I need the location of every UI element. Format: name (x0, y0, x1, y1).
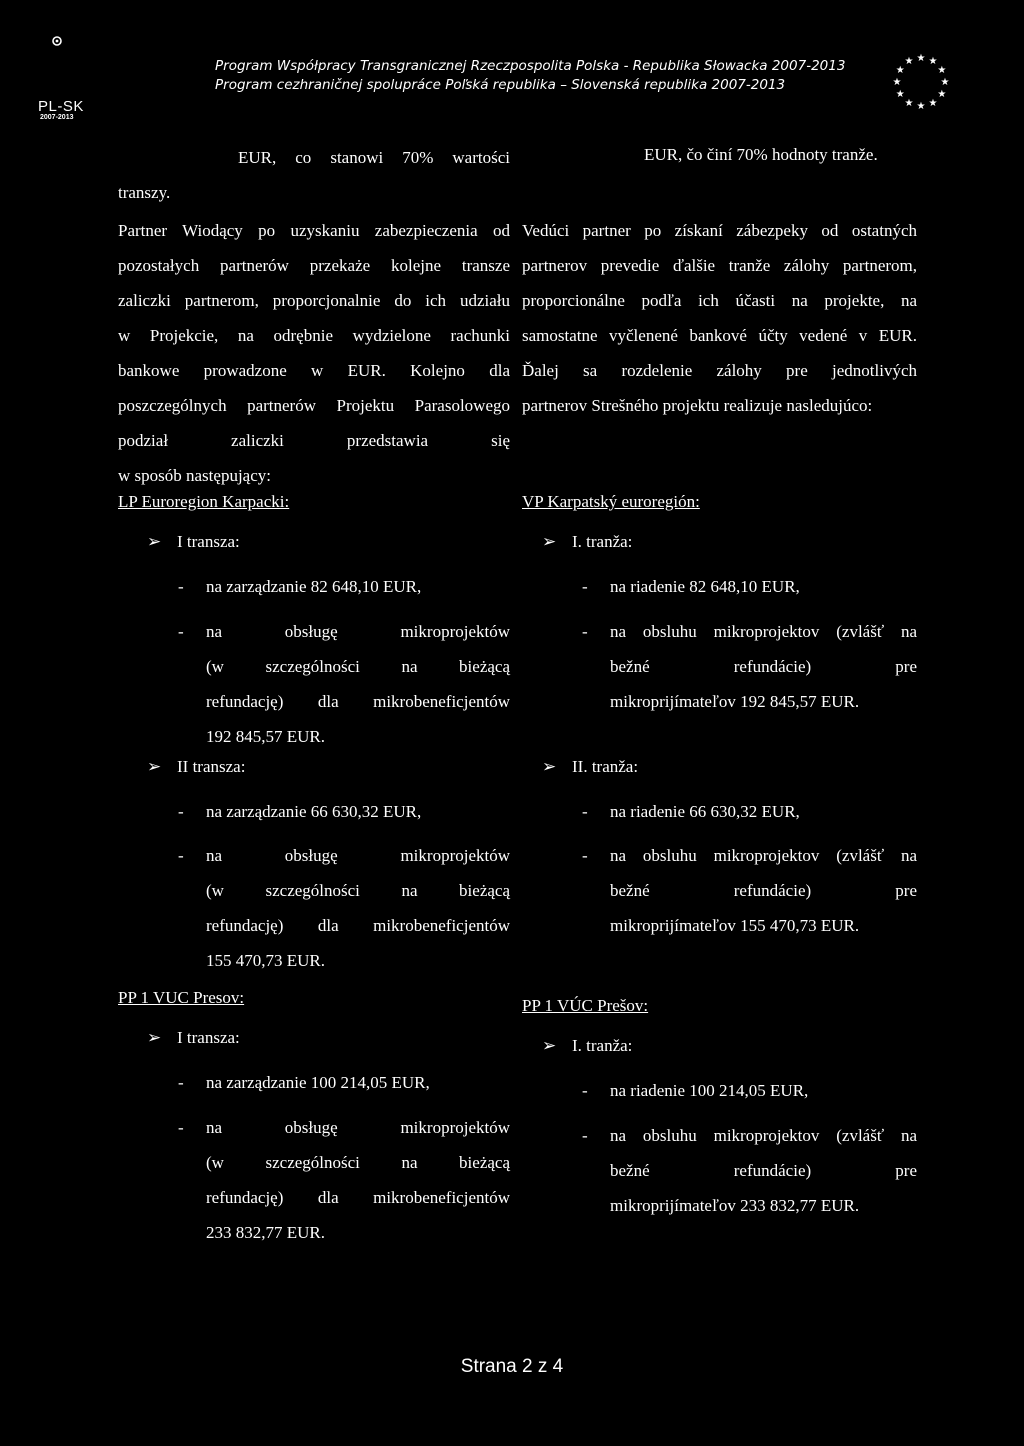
eu-star: ★ (928, 56, 938, 68)
header-title-pl: Program Współpracy Transgranicznej Rzeczpospolita Polska - Republika Słowacka 2007-2013 (215, 58, 846, 74)
right-para-line: proporcionálne podľa ich účasti na projekte, na (522, 291, 917, 310)
vp-t2-micro: - na obsluhu mikroprojektov (zvlášť na bežné refundácie) pre mikroprijímateľov 155 470,73 EUR. (582, 838, 917, 943)
eu-star: ★ (895, 89, 905, 100)
pp-t1-micro-line: na obsługę mikroprojektów (206, 1118, 510, 1137)
left-paragraph (118, 213, 510, 493)
vp-t2-mgmt-text: na riadenie 66 630,32 EUR, (610, 802, 800, 821)
lp-t2-micro-amount: 155 470,73 EUR. (206, 951, 325, 970)
vp-t1-micro-line: bežné refundácie) pre (610, 657, 917, 676)
logo-years: 2007-2013 (40, 114, 74, 121)
right-para-line: Vedúci partner po získaní zábezpeky od ostatných (522, 221, 917, 240)
left-para-line: pozostałych partnerów przekaże kolejne transze (118, 256, 510, 275)
eu-star: ★ (937, 89, 947, 100)
pp-t1-mgmt: - na zarządzanie 100 214,05 EUR, (178, 1073, 430, 1092)
lp-t1-micro-line: na obsługę mikroprojektów (206, 622, 510, 641)
right-para-line: samostatne vyčlenené bankové účty vedené v EUR. (522, 326, 917, 345)
left-para-line: w sposób następujący: (118, 466, 271, 485)
eu-star: ★ (937, 65, 947, 76)
vp-tranche2-label: II. tranža: (572, 757, 639, 776)
pp-sk-tranche1-heading (542, 1036, 632, 1056)
lp-tranche2-label: II transza: (177, 757, 246, 776)
lp-t1-mgmt: - na zarządzanie 82 648,10 EUR, (178, 577, 422, 596)
arrow-bullet-icon: ➢ (542, 532, 557, 551)
lp-t2-micro-line: na obsługę mikroprojektów (206, 846, 510, 865)
arrow-bullet-icon: ➢ (147, 1028, 162, 1047)
program-logo-icon (52, 36, 62, 46)
lp-tranche1-heading (147, 532, 240, 552)
pp-sk-tranche1-label: I. tranža: (572, 1036, 633, 1055)
vp-t1-micro-line: na obsluhu mikroprojektov (zvlášť na (610, 622, 917, 641)
eu-star: ★ (895, 65, 905, 76)
eu-stars-icon (890, 50, 952, 112)
right-paragraph (522, 213, 917, 423)
lp-t1-micro: - na obsługę mikroprojektów (w szczególności na bieżącą refundację) dla mikrobeneficjentów 192 845,57 EUR. (178, 614, 510, 754)
eu-star: ★ (916, 101, 926, 112)
pp-title-sk: PP 1 VÚC Prešov: (522, 996, 649, 1015)
lp-t2-mgmt: - na zarządzanie 66 630,32 EUR, (178, 802, 422, 821)
left-para-line: podział zaliczki przedstawia się (118, 431, 510, 450)
pp-t1-micro-line: refundację) dla mikrobeneficjentów (206, 1188, 510, 1207)
lp-tranche1-label: I transza: (177, 532, 240, 551)
lp-t2-mgmt-text: na zarządzanie 66 630,32 EUR, (206, 802, 422, 821)
pp-title-pl: PP 1 VUC Presov: (118, 988, 245, 1007)
vp-tranche2-heading (542, 757, 638, 777)
eu-star: ★ (904, 56, 914, 68)
pp-sk-t1-micro-line: bežné refundácie) pre (610, 1161, 917, 1180)
vp-t1-micro: - na obsluhu mikroprojektov (zvlášť na bežné refundácie) pre mikroprijímateľov 192 845,57 EUR. (582, 614, 917, 719)
lp-t1-micro-line: refundację) dla mikrobeneficjentów (206, 692, 510, 711)
lp-t2-micro-line: refundację) dla mikrobeneficjentów (206, 916, 510, 935)
eu-star: ★ (916, 53, 926, 64)
lp-t2-micro: - na obsługę mikroprojektów (w szczególności na bieżącą refundację) dla mikrobeneficjentów 155 470,73 EUR. (178, 838, 510, 978)
lp-t1-micro-line: (w szczególności na bieżącą (206, 657, 510, 676)
header-title-sk: Program cezhraničnej spolupráce Poľská republika – Slovenská republika 2007-2013 (215, 77, 786, 93)
left-para-line: bankowe prowadzone w EUR. Kolejno dla (118, 361, 510, 380)
pp-t1-micro: - na obsługę mikroprojektów (w szczególności na bieżącą refundację) dla mikrobeneficjentów 233 832,77 EUR. (178, 1110, 510, 1250)
pp-t1-micro-line: (w szczególności na bieżącą (206, 1153, 510, 1172)
left-para-line: w Projekcie, na odrębnie wydzielone rachunki (118, 326, 510, 345)
right-intro-line1: EUR, čo činí 70% hodnoty tranže. (644, 145, 878, 164)
arrow-bullet-icon: ➢ (542, 1036, 557, 1055)
lp-tranche2-heading (147, 757, 245, 777)
pp-sk-t1-mgmt-text: na riadenie 100 214,05 EUR, (610, 1081, 809, 1100)
pp-sk-t1-mgmt: - na riadenie 100 214,05 EUR, (582, 1081, 809, 1100)
page-number: Strana 2 z 4 (460, 1356, 564, 1377)
pp-t1-micro-amount: 233 832,77 EUR. (206, 1223, 325, 1242)
lp-t1-micro-amount: 192 845,57 EUR. (206, 727, 325, 746)
vp-t1-mgmt: - na riadenie 82 648,10 EUR, (582, 577, 800, 596)
vp-t2-micro-line: bežné refundácie) pre (610, 881, 917, 900)
right-para-line: partnerov prevedie ďalšie tranže zálohy partnerom, (522, 256, 917, 275)
lp-t2-micro-line: (w szczególności na bieżącą (206, 881, 510, 900)
vp-t2-mgmt: - na riadenie 66 630,32 EUR, (582, 802, 800, 821)
left-para-line: poszczególnych partnerów Projektu Parasolowego (118, 396, 510, 415)
lp-title: LP Euroregion Karpacki: (118, 492, 290, 511)
left-intro-line1: EUR, co stanowi 70% wartości (238, 148, 510, 167)
arrow-bullet-icon: ➢ (147, 757, 162, 776)
vp-tranche1-label: I. tranža: (572, 532, 633, 551)
pp-sk-t1-micro: - na obsluhu mikroprojektov (zvlášť na bežné refundácie) pre mikroprijímateľov 233 832,77 EUR. (582, 1118, 917, 1223)
pp-sk-t1-micro-line: na obsluhu mikroprojektov (zvlášť na (610, 1126, 917, 1145)
left-para-line: zaliczki partnerom, proporcjonalnie do ich udziału (118, 291, 510, 310)
left-intro (118, 140, 510, 210)
arrow-bullet-icon: ➢ (542, 757, 557, 776)
vp-t2-micro-last: mikroprijímateľov 155 470,73 EUR. (610, 916, 860, 935)
pp-tranche1-heading (147, 1028, 240, 1048)
page-header (0, 0, 1024, 125)
right-para-line: partnerov Strešného projektu realizuje nasledujúco: (522, 396, 873, 415)
logo-text: PL-SK (38, 98, 84, 115)
vp-tranche1-heading (542, 532, 632, 552)
vp-t1-micro-last: mikroprijímateľov 192 845,57 EUR. (610, 692, 860, 711)
eu-star: ★ (904, 97, 914, 109)
left-intro-line2: transzy. (118, 183, 171, 202)
vp-title: VP Karpatský euroregión: (522, 492, 700, 511)
vp-t1-mgmt-text: na riadenie 82 648,10 EUR, (610, 577, 800, 596)
eu-star: ★ (940, 77, 950, 88)
eu-star: ★ (928, 97, 938, 109)
right-para-line: Ďalej sa rozdelenie zálohy pre jednotlivých (522, 361, 917, 380)
arrow-bullet-icon: ➢ (147, 532, 162, 551)
lp-t1-mgmt-text: na zarządzanie 82 648,10 EUR, (206, 577, 422, 596)
pp-tranche1-label: I transza: (177, 1028, 240, 1047)
pp-sk-t1-micro-last: mikroprijímateľov 233 832,77 EUR. (610, 1196, 860, 1215)
eu-star: ★ (892, 77, 902, 88)
vp-t2-micro-line: na obsluhu mikroprojektov (zvlášť na (610, 846, 917, 865)
left-para-line: Partner Wiodący po uzyskaniu zabezpieczenia od (118, 221, 510, 240)
pp-t1-mgmt-text: na zarządzanie 100 214,05 EUR, (206, 1073, 430, 1092)
